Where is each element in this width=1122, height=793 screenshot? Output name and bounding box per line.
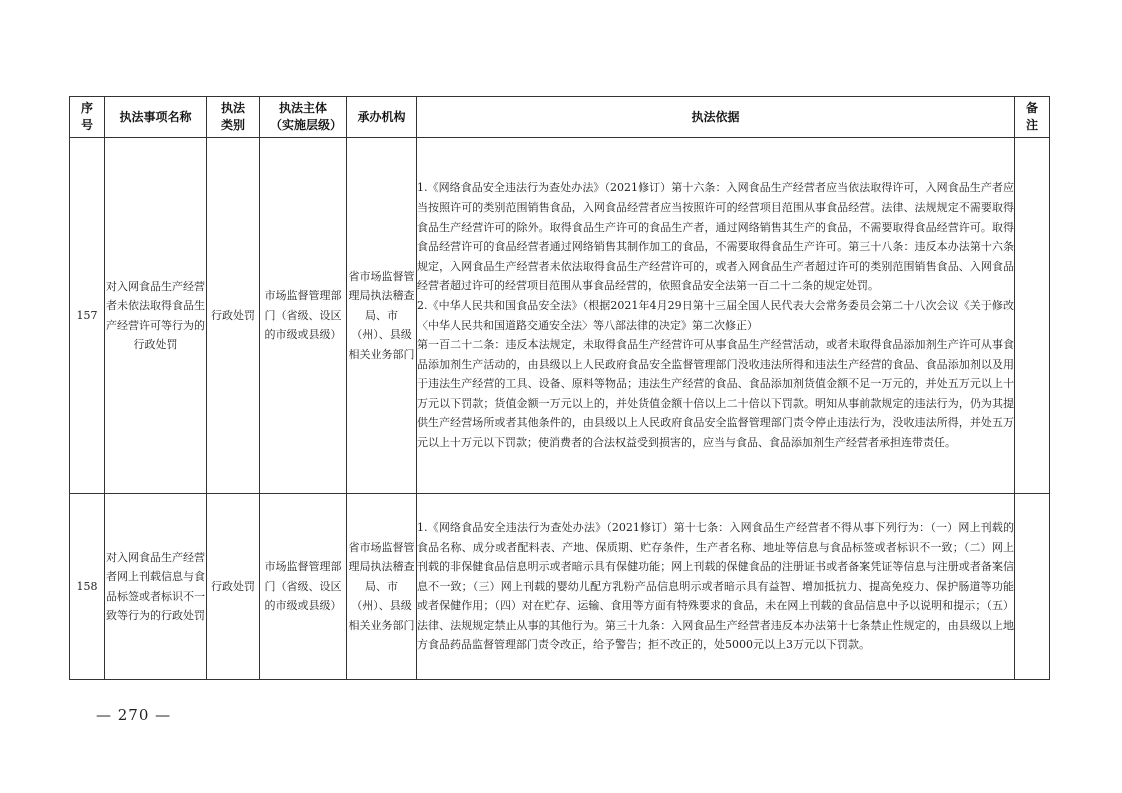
table-row — [70, 494, 1050, 680]
page-number: — 270 — — [96, 706, 172, 724]
handling-org: 省市场监督管理局执法稽查局、市（州）、县级相关业务部门 — [347, 494, 417, 680]
header-basis: 执法依据 — [417, 97, 1015, 138]
header-category: 执法类别 — [207, 97, 260, 138]
law-enforcement-table — [69, 96, 1050, 680]
table-header-row — [70, 97, 1050, 138]
legal-basis — [417, 138, 1015, 494]
category: 行政处罚 — [207, 494, 260, 680]
basis-paragraph: 2.《中华人民共和国食品安全法》（根据2021年4月29日第十三届全国人民代表大会常务委员会第二十八次会议《关于修改〈中华人民共和国道路交通安全法〉等八部法律的决定》第二次修正） — [417, 298, 1014, 332]
basis-paragraph: 1.《网络食品安全违法行为查处办法》（2021修订）第十六条：入网食品生产经营者应当依法取得许可，入网食品生产者应当按照许可的类别范围销售食品，入网食品经营者应当按照许可的经营项目范围从事食品经营。法律、法规规定不需要取得食品生产经营许可的除外。取得食品生产许可的食品生产者，通过网络销售其生产的食品，不需要取得食品经营许可。取得食品经营许可的食品经营者通过网络销售其制作加工的食品，不需要取得食品生产许可。第三十八条：违反本办法第十六条规定，入网食品生产经营者未依法取得食品生产经营许可的，或者入网食品生产者超过许可的类别范围销售食品、入网食品经营者超过许可的经营项目范围从事食品经营的，依照食品安全法第一百二十二条的规定处罚。 — [417, 181, 1014, 293]
remark — [1015, 138, 1050, 494]
header-remark: 备注 — [1015, 97, 1050, 138]
item-name: 对入网食品生产经营者网上刊载信息与食品标签或者标识不一致等行为的行政处罚 — [105, 494, 207, 680]
row-number: 158 — [70, 494, 105, 680]
header-org: 承办机构 — [347, 97, 417, 138]
enforcement-subject: 市场监督管理部门（省级、设区的市级或县级） — [260, 494, 347, 680]
remark — [1015, 494, 1050, 680]
enforcement-subject: 市场监督管理部门（省级、设区的市级或县级） — [260, 138, 347, 494]
item-name: 对入网食品生产经营者未依法取得食品生产经营许可等行为的行政处罚 — [105, 138, 207, 494]
basis-paragraph: 1.《网络食品安全违法行为查处办法》（2021修订）第十七条：入网食品生产经营者不得从事下列行为：（一）网上刊载的食品名称、成分或者配料表、产地、保质期、贮存条件，生产者名称、地址等信息与食品标签或者标识不一致；（二）网上刊载的非保健食品信息明示或者暗示具有保健功能；网上刊载的保健食品的注册证书或者备案凭证等信息与注册或者备案信息不一致；（三）网上刊载的婴幼儿配方乳粉产品信息明示或者暗示具有益智、增加抵抗力、提高免疫力、保护肠道等功能或者保健作用；（四）对在贮存、运输、食用等方面有特殊要求的食品，未在网上刊载的食品信息中予以说明和提示；（五）法律、法规规定禁止从事的其他行为。第三十九条：入网食品生产经营者违反本办法第十七条禁止性规定的，由县级以上地方食品药品监督管理部门责令改正，给予警告；拒不改正的，处5000元以上3万元以下罚款。 — [417, 520, 1014, 652]
table-row — [70, 138, 1050, 494]
handling-org: 省市场监督管理局执法稽查局、市（州）、县级相关业务部门 — [347, 138, 417, 494]
header-item-name: 执法事项名称 — [105, 97, 207, 138]
category: 行政处罚 — [207, 138, 260, 494]
legal-basis — [417, 494, 1015, 680]
basis-paragraph: 第一百二十二条：违反本法规定，未取得食品生产经营许可从事食品生产经营活动，或者未取得食品添加剂生产许可从事食品添加剂生产活动的，由县级以上人民政府食品安全监督管理部门没收违法所得和违法生产经营的食品、食品添加剂以及用于违法生产经营的工具、设备、原料等物品；违法生产经营的食品、食品添加剂货值金额不足一万元的，并处五万元以上十万元以下罚款；货值金额一万元以上的，并处货值金额十倍以上二十倍以下罚款。明知从事前款规定的违法行为，仍为其提供生产经营场所或者其他条件的，由县级以上人民政府食品安全监督管理部门责令停止违法行为，没收违法所得，并处五万元以上十万元以下罚款；使消费者的合法权益受到损害的，应当与食品、食品添加剂生产经营者承担连带责任。 — [417, 338, 1014, 450]
header-no: 序号 — [70, 97, 105, 138]
header-subject: 执法主体（实施层级） — [260, 97, 347, 138]
row-number: 157 — [70, 138, 105, 494]
